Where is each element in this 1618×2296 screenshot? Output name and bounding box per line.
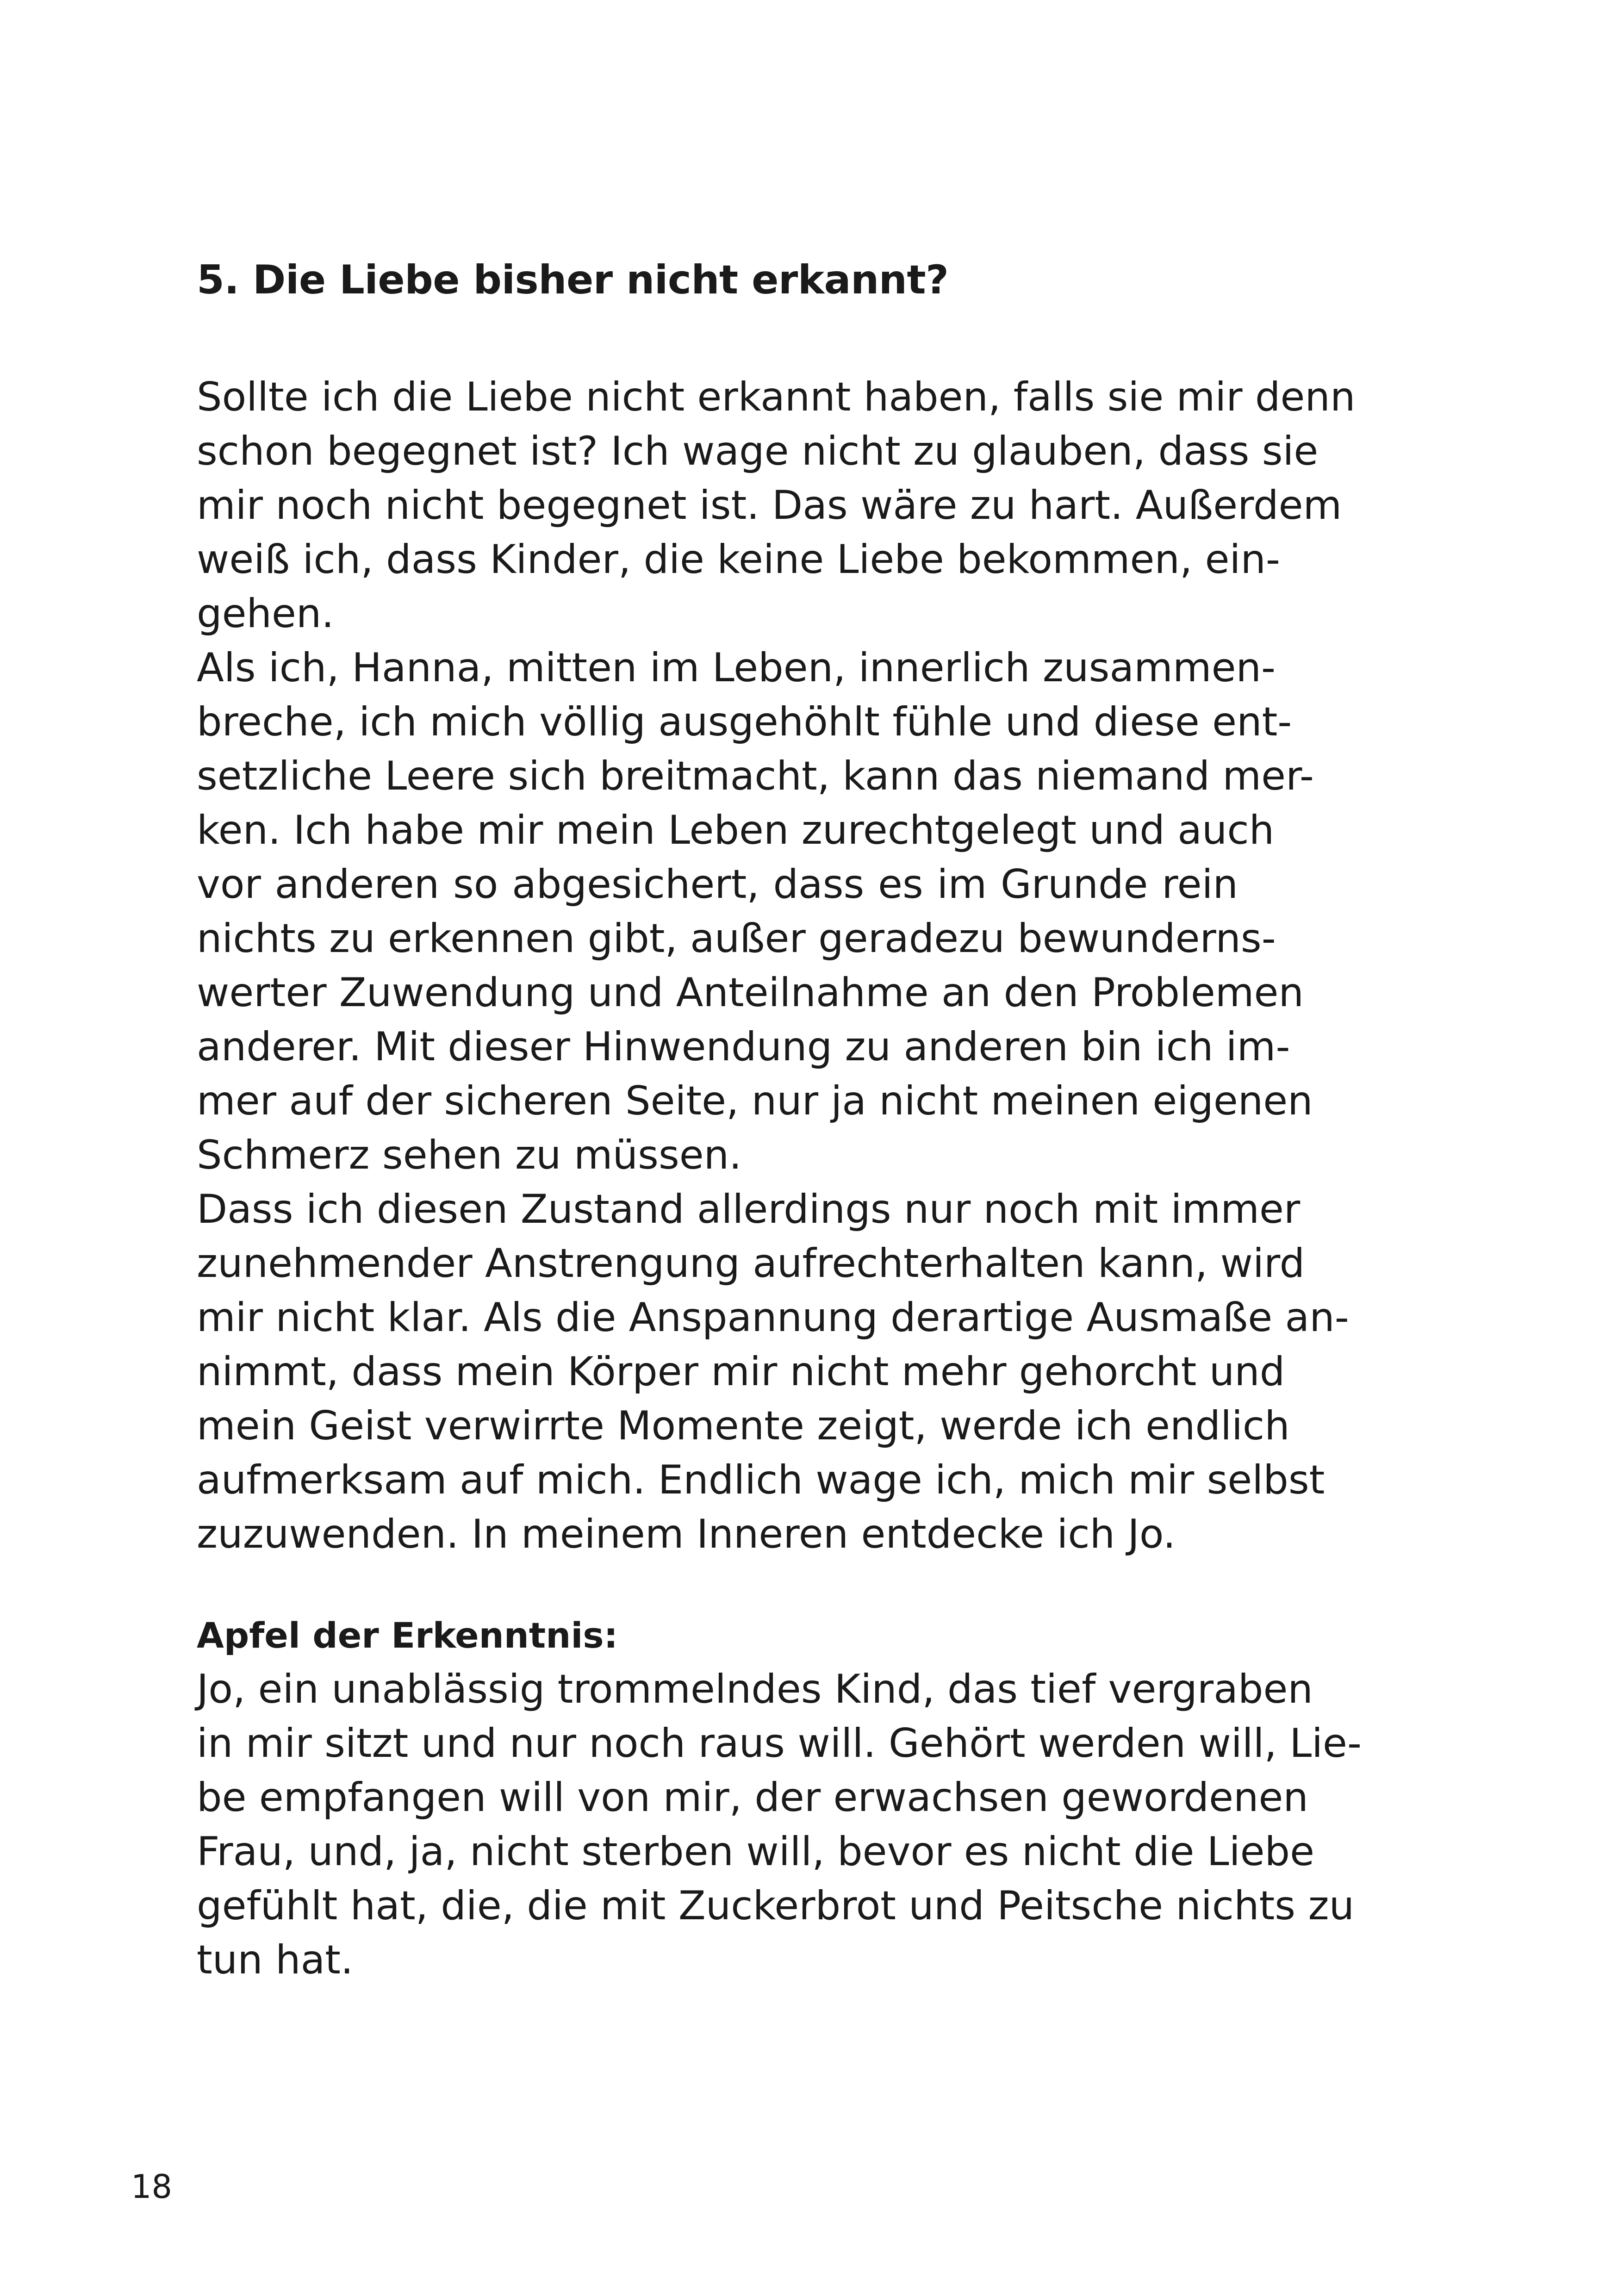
text-line: mein Geist verwirrte Momente zeigt, werde ich endlich [197,1403,1290,1449]
text-line: Jo, ein unablässig trommelndes Kind, das tief vergraben [197,1666,1313,1712]
text-line: breche, ich mich völlig ausgehöhlt fühle und diese ent- [197,699,1292,745]
text-line: mir nicht klar. Als die Anspannung derartige Ausmaße an- [197,1294,1349,1341]
text-line: aufmerksam auf mich. Endlich wage ich, mich mir selbst [197,1457,1325,1503]
text-line: anderer. Mit dieser Hinwendung zu anderen bin ich im- [197,1024,1290,1070]
section-subheading: Apfel der Erkenntnis: [197,1615,618,1656]
text-line: vor anderen so abgesichert, dass es im Grunde rein [197,861,1238,908]
text-line: be empfangen will von mir, der erwachsen gewordenen [197,1774,1308,1821]
text-line: Sollte ich die Liebe nicht erkannt haben, falls sie mir denn [197,374,1356,420]
text-line: werter Zuwendung und Anteilnahme an den Problemen [197,970,1304,1016]
text-line: Frau, und, ja, nicht sterben will, bevor es nicht die Liebe [197,1829,1315,1875]
text-line: Als ich, Hanna, mitten im Leben, innerlich zusammen- [197,645,1276,691]
apfel-section [197,1608,1362,1987]
text-line: schon begegnet ist? Ich wage nicht zu glauben, dass sie [197,428,1319,474]
text-line: setzliche Leere sich breitmacht, kann das niemand mer- [197,753,1314,799]
chapter-heading: 5. Die Liebe bisher nicht erkannt? [197,257,949,303]
text-line: nimmt, dass mein Körper mir nicht mehr gehorcht und [197,1349,1285,1395]
main-text-block [197,370,1356,1562]
page-number: 18 [131,2168,173,2206]
text-line: ken. Ich habe mir mein Leben zurechtgelegt und auch [197,807,1275,853]
text-line: in mir sitzt und nur noch raus will. Gehört werden will, Lie- [197,1720,1362,1767]
text-line: tun hat. [197,1937,354,1983]
text-line: Schmerz sehen zu müssen. [197,1132,742,1178]
text-line: Dass ich diesen Zustand allerdings nur noch mit immer [197,1186,1301,1232]
text-line: zuzuwenden. In meinem Inneren entdecke ich Jo. [197,1511,1176,1557]
text-line: weiß ich, dass Kinder, die keine Liebe bekommen, ein- [197,536,1280,583]
text-line: zunehmender Anstrengung aufrechterhalten kann, wird [197,1240,1305,1287]
text-line: gehen. [197,591,334,637]
text-line: nichts zu erkennen gibt, außer geradezu bewunderns- [197,915,1276,962]
text-line: mer auf der sicheren Seite, nur ja nicht meinen eigenen [197,1078,1313,1124]
text-line: mir noch nicht begegnet ist. Das wäre zu hart. Außerdem [197,482,1342,529]
text-line: gefühlt hat, die, die mit Zuckerbrot und Peitsche nichts zu [197,1883,1355,1929]
